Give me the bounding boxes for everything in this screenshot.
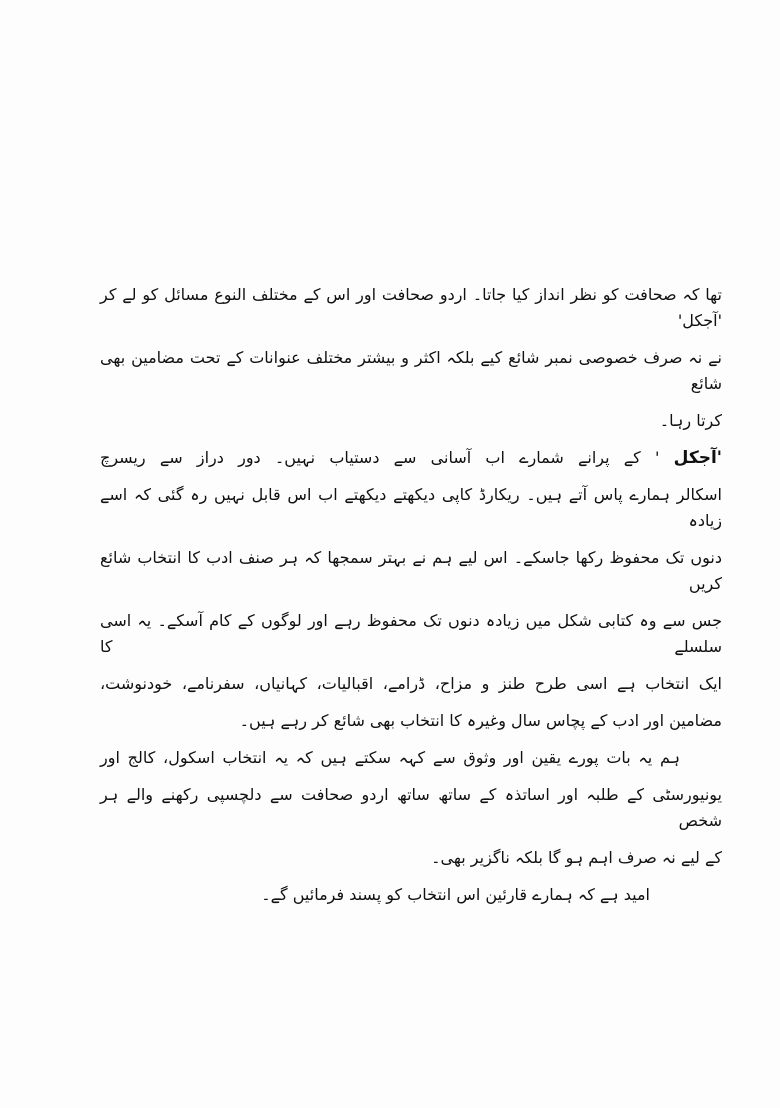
text-line (100, 445, 722, 471)
text-line: امید ہے کہ ہمارے قارئین اس انتخاب کو پسند فرمائیں گے۔ (261, 885, 650, 904)
text-line: اسکالر ہمارے پاس آتے ہیں۔ ریکارڈ کاپی دیکھتے دیکھتے اب اس قابل نہیں رہ گئی کہ اسے زیادہ (100, 485, 722, 530)
text-line: نے نہ صرف خصوصی نمبر شائع کیے بلکہ اکثر و بیشتر مختلف عنوانات کے تحت مضامین بھی شائع (100, 348, 722, 393)
text-line: ہم یہ بات پورے یقین اور وثوق سے کہہ سکتے ہیں کہ یہ انتخاب اسکول، کالج اور (100, 748, 680, 767)
text-line: مضامین اور ادب کے پچاس سال وغیرہ کا انتخاب بھی شائع کر رہے ہیں۔ (239, 711, 722, 730)
magazine-name: 'آجکل (673, 448, 722, 468)
text-line: جس سے وہ کتابی شکل میں زیادہ دنوں تک محفوظ رہے اور لوگوں کے کام آسکے۔ یہ اسی سلسلے کا (100, 611, 722, 656)
text-line: تھا کہ صحافت کو نظر انداز کیا جاتا۔ اردو صحافت اور اس کے مختلف النوع مسائل کو لے کر 'آجکل' (100, 285, 722, 330)
text-line: دنوں تک محفوظ رکھا جاسکے۔ اس لیے ہم نے بہتر سمجھا کہ ہر صنف ادب کا انتخاب شائع کریں (100, 548, 722, 593)
text-line: کے لیے نہ صرف اہم ہو گا بلکہ ناگزیر بھی۔ (431, 848, 722, 867)
text-line: ایک انتخاب ہے اسی طرح طنز و مزاح، ڈرامے، اقبالیات، کہانیاں، سفرنامے، خودنوشت، (100, 674, 722, 693)
text-line: کرتا رہا۔ (659, 411, 722, 430)
text-line: یونیورسٹی کے طلبہ اور اساتذہ کے ساتھ ساتھ اردو صحافت سے دلچسپی رکھنے والے ہر شخص (100, 785, 722, 830)
text-line-rest: ' کے پرانے شمارے اب آسانی سے دستیاب نہیں۔ دور دراز سے ریسرچ (100, 448, 660, 467)
